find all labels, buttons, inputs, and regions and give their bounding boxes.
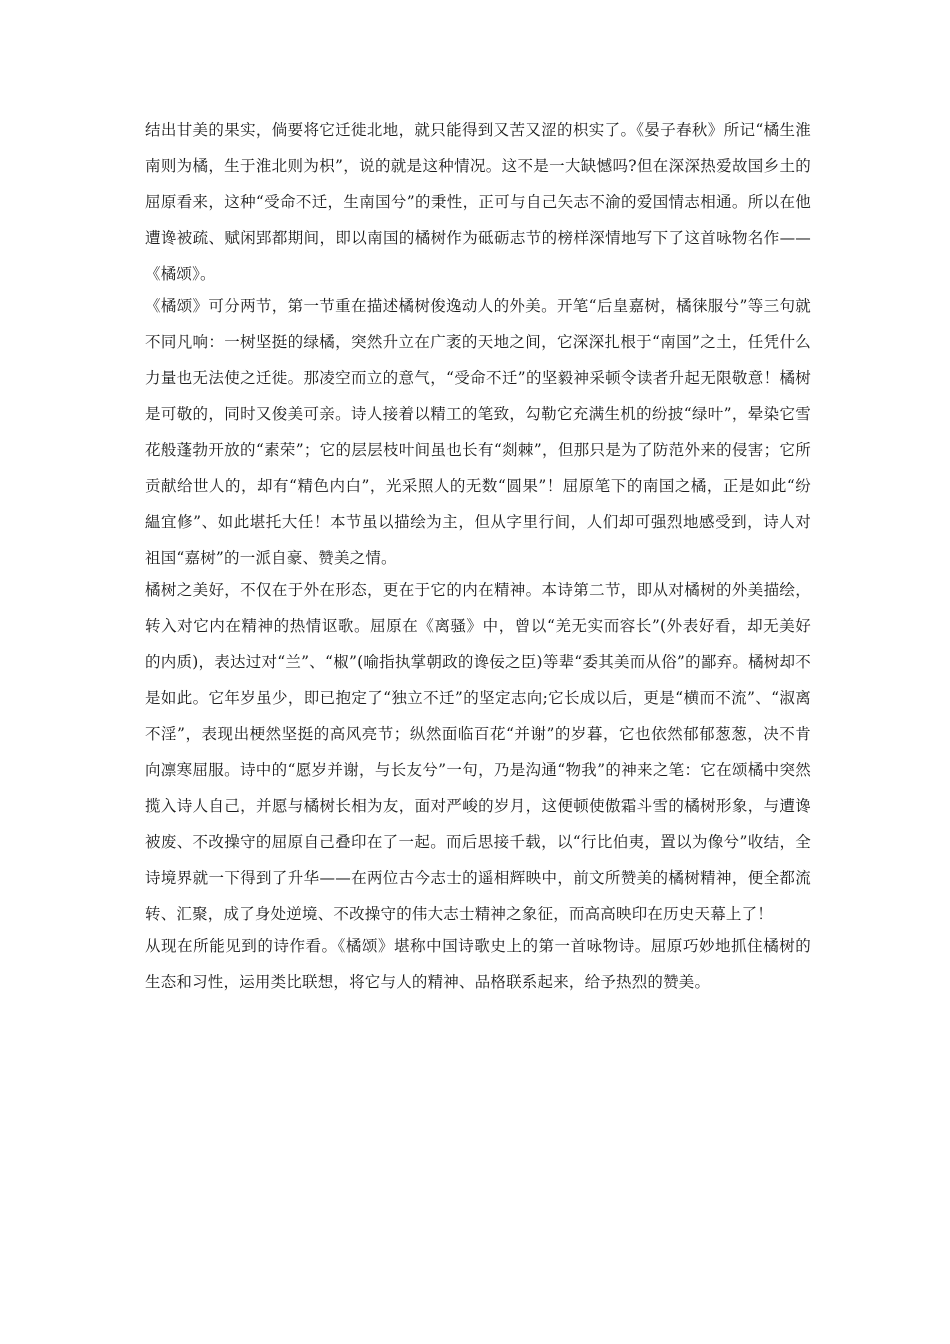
paragraph-2: 《橘颂》可分两节，第一节重在描述橘树俊逸动人的外美。开笔“后皇嘉树，橘徕服兮”等三句就不同凡响：一树坚挺的绿橘，突然升立在广袤的天地之间，它深深扎根于“南国”之土，任凭什么力量也无法使之迁徙。那凌空而立的意气，“受命不迁”的坚毅神采顿令读者升起无限敬意！橘树是可敬的，同时又俊美可亲。诗人接着以精工的笔致，勾勒它充满生机的纷披“绿叶”，晕染它雪花般蓬勃开放的“素荣”；它的层层枝叶间虽也长有“剡棘”，但那只是为了防范外来的侵害；它所贡献给世人的，却有“精色内白”，光采照人的无数“圆果”！屈原笔下的南国之橘，正是如此“纷緼宜修”、如此堪托大任！本节虽以描绘为主，但从字里行间，人们却可强烈地感受到，诗人对祖国“嘉树”的一派自豪、赞美之情。 — [145, 297, 811, 567]
paragraph-3: 橘树之美好，不仅在于外在形态，更在于它的内在精神。本诗第二节，即从对橘树的外美描绘，转入对它内在精神的热情讴歌。屈原在《离骚》中，曾以“羌无实而容长”(外表好看，却无美好的内质)，表达过对“兰”、“椒”(喻指执掌朝政的谗佞之臣)等辈“委其美而从俗”的鄙弃。橘树却不是如此。它年岁虽少，即已抱定了“独立不迁”的坚定志向;它长成以后，更是“横而不流”、“淑离不淫”，表现出梗然坚挺的高风亮节；纵然面临百花“并谢”的岁暮，它也依然郁郁葱葱，决不肯向凛寒屈服。诗中的“愿岁并谢，与长友兮”一句，乃是沟通“物我”的神来之笔：它在颂橘中突然揽入诗人自己，并愿与橘树长相为友，面对严峻的岁月，这便顿使傲霜斗雪的橘树形象，与遭谗被废、不改操守的屈原自己叠印在了一起。而后思接千载，以“行比伯夷，置以为像兮”收结，全诗境界就一下得到了升华——在两位古今志士的遥相辉映中，前文所赞美的橘树精神，便全都流转、汇聚，成了身处逆境、不改操守的伟大志士精神之象征，而高高映印在历史天幕上了！ — [145, 581, 811, 923]
paragraph-4: 从现在所能见到的诗作看。《橘颂》堪称中国诗歌史上的第一首咏物诗。屈原巧妙地抓住橘树的生态和习性，运用类比联想，将它与人的精神、品格联系起来，给予热烈的赞美。 — [145, 937, 811, 991]
paragraph-1: 结出甘美的果实，倘要将它迁徙北地，就只能得到又苦又涩的枳实了。《晏子春秋》所记“橘生淮南则为橘，生于淮北则为枳”，说的就是这种情况。这不是一大缺憾吗?但在深深热爱故国乡土的屈原看来，这种“受命不迁，生南国兮”的秉性，正可与自己矢志不渝的爱国情志相通。所以在他遭谗被疏、赋闲郢都期间，即以南国的橘树作为砥砺志节的榜样深情地写下了这首咏物名作——《橘颂》。 — [145, 121, 811, 283]
document-page — [145, 112, 811, 1000]
